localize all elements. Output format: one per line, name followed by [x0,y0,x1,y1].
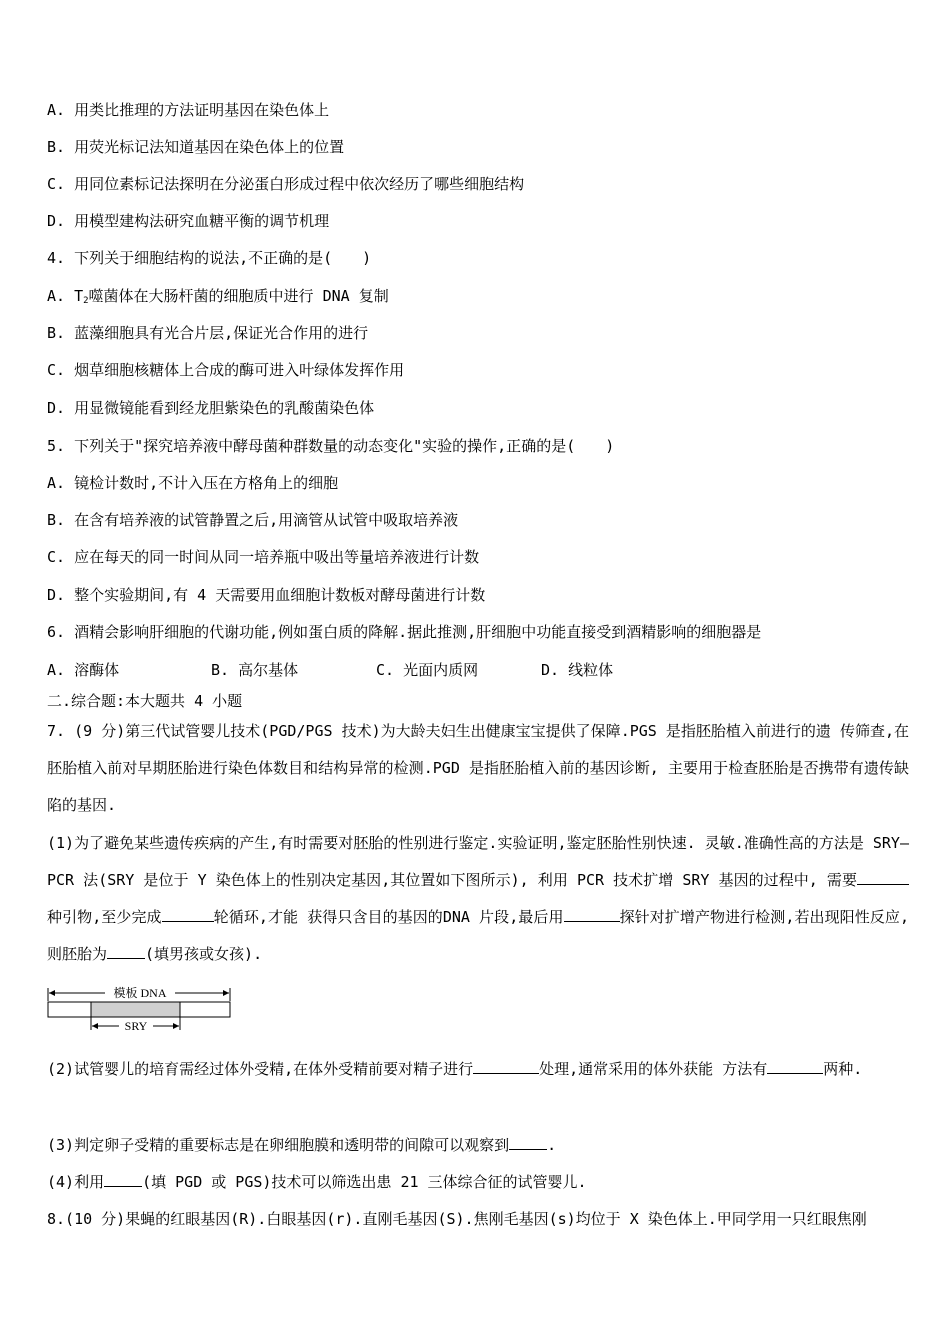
answer-blank[interactable] [857,870,909,885]
q7p1-text-b: 种引物,至少完成 [47,908,162,926]
sry-dna-diagram [47,984,237,1044]
q6-option-d: D. 线粒体 [541,661,614,679]
sry-segment [91,1002,180,1017]
q7p3-text-b: . [547,1136,557,1154]
q7p1-text-c: 轮循环,才能 获得只含目的基因的DNA 片段,最后用 [213,908,564,926]
q5-option-b: B. 在含有培养液的试管静置之后,用滴管从试管中吸取培养液 [47,511,459,529]
question-4: 4. 下列关于细胞结构的说法,不正确的是( ) [47,249,372,267]
q6-option-c: C. 光面内质网 [376,661,479,679]
answer-blank[interactable] [509,1135,547,1150]
q6-option-a: A. 溶酶体 [47,661,120,679]
q4-option-c: C. 烟草细胞核糖体上合成的酶可进入叶绿体发挥作用 [47,361,405,379]
q5-option-d: D. 整个实验期间,有 4 天需要用血细胞计数板对酵母菌进行计数 [47,586,486,604]
q4a-subscript: 2 [83,296,89,306]
question-7-part-4 [47,1172,587,1192]
q7p1-text-e: (填男孩或女孩). [145,945,263,963]
q3-option-a: A. 用类比推理的方法证明基因在染色体上 [47,101,330,119]
q7p3-text-a: (3)判定卵子受精的重要标志是在卵细胞膜和透明带的间隙可以观察到 [47,1136,510,1154]
q4-option-b: B. 蓝藻细胞具有光合片层,保证光合作用的进行 [47,324,369,342]
q7p1-text-a: (1)为了避免某些遗传疾病的产生,有时需要对胚胎的性别进行鉴定.实验证明,鉴定胚胎性别快速. 灵敏.准确性高的方法是 SRY—PCR 法(SRY 是位于 Y 染色体上的性别决定基因,其位置如下图所示), 利用 PCR 技术扩增 SRY 基因的过程中, 需要 [47,834,909,889]
answer-blank[interactable] [162,907,214,922]
q5-option-a: A. 镜检计数时,不计入压在方格角上的细胞 [47,474,339,492]
q5-option-c: C. 应在每天的同一时间从同一培养瓶中吸出等量培养液进行计数 [47,548,480,566]
question-6: 6. 酒精会影响肝细胞的代谢功能,例如蛋白质的降解.据此推测,肝细胞中功能直接受到酒精影响的细胞器是 [47,623,762,641]
answer-blank[interactable] [473,1059,539,1074]
q3-option-b: B. 用荧光标记法知道基因在染色体上的位置 [47,138,345,156]
q4a-prefix: A. T [47,287,84,305]
q4a-suffix: 噬菌体在大肠杆菌的细胞质中进行 DNA 复制 [88,287,389,305]
question-7-part-3 [47,1135,556,1155]
answer-blank[interactable] [767,1059,823,1074]
q6-option-b: B. 高尔基体 [211,661,299,679]
question-7-part-2 [47,1051,909,1088]
question-7-intro: 7. (9 分)第三代试管婴儿技术(PGD/PGS 技术)为大龄夫妇生出健康宝宝提供了保障.PGS 是指胚胎植入前进行的遗 传筛查,在胚胎植入前对早期胚胎进行染色体数目和结构异常的检测.PGD 是指胚胎植入前的基因诊断, 主要用于检查胚胎是否携带有遗传缺陷的基因. [47,722,909,814]
q4-option-d: D. 用显微镜能看到经龙胆紫染色的乳酸菌染色体 [47,399,375,417]
q7p1-text-d: 探针对扩增产物进行检测,若出现阳性反应,则胚胎为 [47,908,909,963]
q7p4-text-a: (4)利用 [47,1173,105,1191]
question-8: 8.(10 分)果蝇的红眼基因(R).白眼基因(r).直刚毛基因(S).焦刚毛基因(s)均位于 X 染色体上.甲同学用一只红眼焦刚 [47,1210,867,1228]
sry-label: SRY [124,1019,148,1033]
template-dna-label: 模板 DNA [113,986,167,1000]
q3-option-d: D. 用模型建构法研究血糖平衡的调节机理 [47,212,330,230]
answer-blank[interactable] [107,944,145,959]
question-7-part-1 [47,825,909,973]
answer-blank[interactable] [104,1172,142,1187]
answer-blank[interactable] [564,907,620,922]
q7p2-text-b: 处理,通常采用的体外获能 方法有 [539,1060,768,1078]
question-5: 5. 下列关于"探究培养液中酵母菌种群数量的动态变化"实验的操作,正确的是( ) [47,437,615,455]
q3-option-c: C. 用同位素标记法探明在分泌蛋白形成过程中依次经历了哪些细胞结构 [47,175,525,193]
q4-option-a [47,286,389,311]
section-2-heading: 二.综合题:本大题共 4 小题 [47,692,243,710]
q7p2-text-a: (2)试管婴儿的培育需经过体外受精,在体外受精前要对精子进行 [47,1060,474,1078]
q7p4-text-b: (填 PGD 或 PGS)技术可以筛选出患 21 三体综合征的试管婴儿. [142,1173,587,1191]
q7p2-text-c: 两种. [823,1060,863,1078]
